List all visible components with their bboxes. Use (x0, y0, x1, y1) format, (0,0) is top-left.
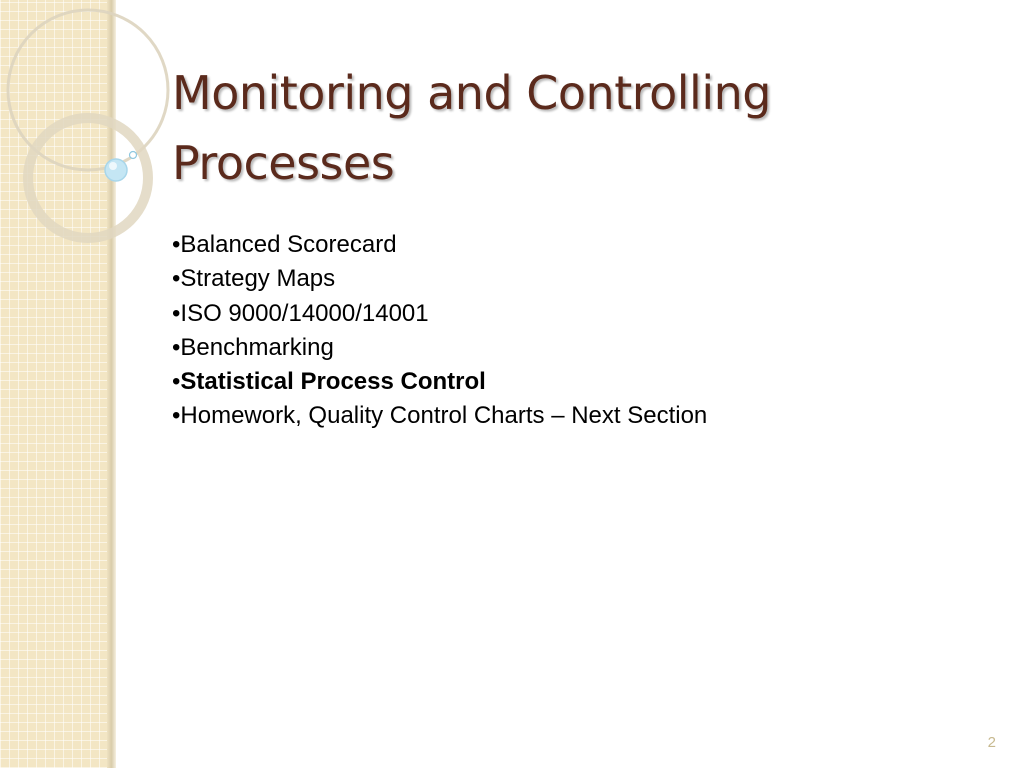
bullet-text: ISO 9000/14000/14001 (180, 299, 429, 327)
bullet-text: Homework, Quality Control Charts – Next Section (180, 402, 708, 430)
bullet-text: Balanced Scorecard (180, 231, 397, 258)
bullet-item (172, 297, 707, 331)
bullet-marker: • (172, 402, 181, 430)
bubble-highlight (109, 162, 117, 170)
bullet-item (172, 399, 707, 433)
bubble-decoration (105, 159, 127, 181)
bullet-text: Strategy Maps (180, 265, 336, 293)
small-ring-decoration (28, 118, 148, 238)
tiny-bubble-decoration (130, 152, 137, 159)
bullet-marker: • (172, 368, 181, 396)
bullet-item (172, 331, 707, 365)
bullet-text: Statistical Process Control (180, 368, 486, 396)
page-number: 2 (987, 734, 996, 751)
slide-title (172, 58, 972, 198)
bullet-list (172, 228, 707, 434)
slide-title-line-2: Processes (172, 136, 395, 190)
decorative-circles (0, 0, 200, 280)
bullet-item (172, 228, 707, 262)
bullet-marker: • (172, 231, 181, 258)
slide-title-line-1: Monitoring and Controlling (172, 66, 771, 120)
bullet-text: Benchmarking (180, 333, 334, 361)
bullet-marker: • (172, 299, 181, 327)
bullet-marker: • (172, 333, 181, 361)
bullet-item (172, 262, 707, 296)
bullet-marker: • (172, 265, 181, 293)
bullet-item-highlighted (172, 365, 707, 399)
